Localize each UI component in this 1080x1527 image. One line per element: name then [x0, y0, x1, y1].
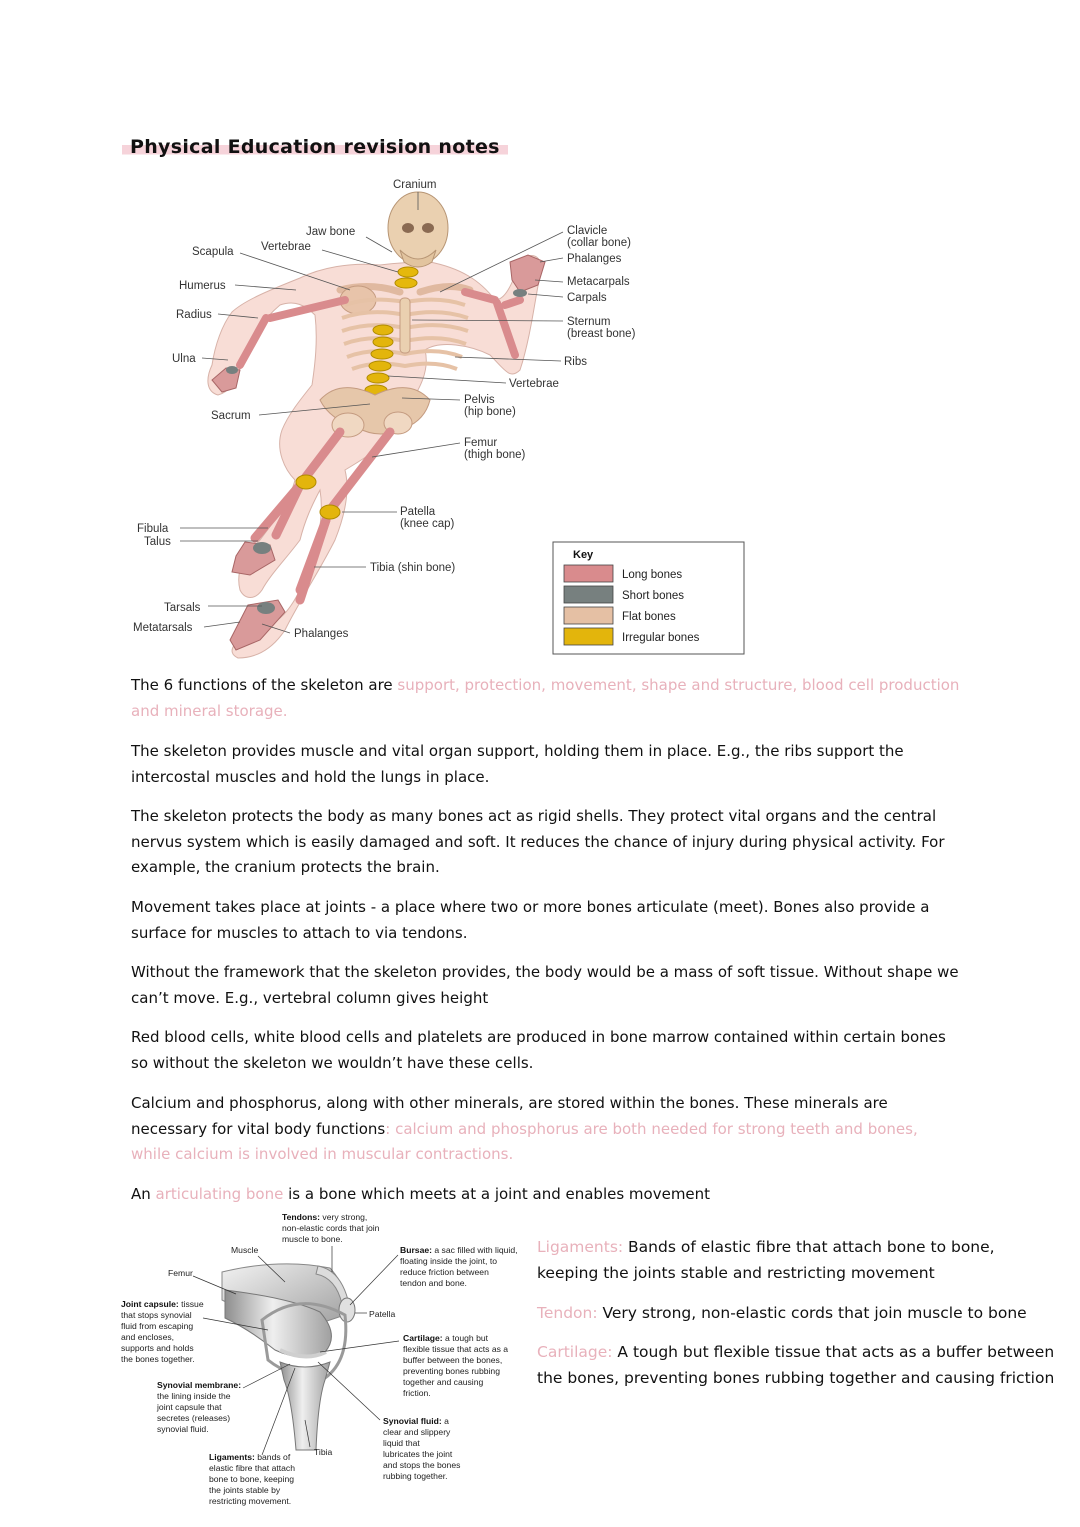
label-sternum-sub: (breast bone) — [567, 328, 636, 340]
label-talus: Talus — [144, 536, 171, 548]
knee-fluid-line1: Synovial fluid: a — [383, 1416, 449, 1426]
paragraph-shape: Without the framework that the skeleton provides, the body would be a mass of soft tissue. Without shape we can’t move. E.g., vertebral column gives height — [131, 963, 959, 1007]
label-phalanges-foot: Phalanges — [294, 628, 349, 640]
knee-membrane-line4: secretes (releases) — [157, 1413, 231, 1423]
key-swatch-flat — [564, 607, 613, 624]
knee-ligaments-line2: elastic fibre that attach — [209, 1463, 295, 1473]
key-swatch-short — [564, 586, 613, 603]
key-label-irregular: Irregular bones — [622, 632, 700, 644]
definition-ligaments — [537, 1234, 1057, 1286]
definition-cartilage-text: A tough but flexible tissue that acts as a buffer between the bones, preventing bones rubbing together and causing friction — [537, 1343, 1055, 1387]
knee-ligaments-line4: the joints stable by — [209, 1485, 281, 1495]
knee-capsule-line2: that stops synovial — [121, 1310, 192, 1320]
term-articulating-bone: articulating bone — [155, 1185, 284, 1203]
knee-bursae-line3: reduce friction between — [400, 1267, 489, 1277]
label-tibia: Tibia (shin bone) — [370, 562, 456, 574]
knee-diagram — [121, 1212, 518, 1506]
paragraph-functions-intro: The 6 functions of the skeleton are — [131, 676, 398, 694]
knee-bursae-line2: floating inside the joint, to — [400, 1256, 497, 1266]
knee-capsule-line4: and encloses, — [121, 1332, 175, 1342]
label-phalanges-hand: Phalanges — [567, 253, 622, 265]
key-swatch-long — [564, 565, 613, 582]
label-femur: Femur — [464, 437, 498, 449]
label-patella-sub: (knee cap) — [400, 518, 455, 530]
knee-bursae-line1: Bursae: a sac filled with liquid, — [400, 1245, 518, 1255]
label-humerus: Humerus — [179, 280, 226, 292]
definition-cartilage — [537, 1339, 1057, 1391]
definition-tendon — [537, 1300, 1057, 1326]
label-cranium: Cranium — [393, 179, 437, 191]
skeleton-diagram — [133, 179, 744, 658]
label-jaw-bone: Jaw bone — [306, 226, 356, 238]
label-vertebrae-top: Vertebrae — [261, 241, 311, 253]
label-vertebrae-mid: Vertebrae — [509, 378, 559, 390]
label-sternum: Sternum — [567, 316, 611, 328]
key-label-long: Long bones — [622, 569, 683, 581]
knee-fluid-line2: clear and slippery — [383, 1427, 451, 1437]
key-swatch-irregular — [564, 628, 613, 645]
term-cartilage: Cartilage: — [537, 1343, 613, 1361]
knee-cartilage-line6: friction. — [403, 1388, 431, 1398]
knee-cartilage-line4: preventing bones rubbing — [403, 1366, 500, 1376]
label-radius: Radius — [176, 309, 212, 321]
paragraph-support: The skeleton provides muscle and vital organ support, holding them in place. E.g., the ribs support the intercostal muscles and hold the lungs in place. — [131, 742, 904, 786]
paragraph-blood-cells: Red blood cells, white blood cells and platelets are produced in bone marrow contained within certain bones so without the skeleton we wouldn’t have these cells. — [131, 1028, 946, 1072]
knee-cartilage-line5: together and causing — [403, 1377, 484, 1387]
paragraph-minerals-main: Calcium and phosphorus, along with other minerals, are stored within the bones. These minerals are necessary for vital body functions — [131, 1094, 888, 1138]
knee-ligaments-line3: bone to bone, keeping — [209, 1474, 295, 1484]
knee-membrane-line2: the lining inside the — [157, 1391, 231, 1401]
definition-tendon-text: Very strong, non-elastic cords that join muscle to bone — [597, 1304, 1027, 1322]
knee-capsule-line5: supports and holds — [121, 1343, 194, 1353]
label-femur-sub: (thigh bone) — [464, 449, 526, 461]
paragraph-articulating-prefix: An — [131, 1185, 156, 1203]
paragraph-movement: Movement takes place at joints - a place where two or more bones articulate (meet). Bones also provide a surface for muscles to attach to via tendons. — [131, 898, 930, 942]
knee-fluid-line3: liquid that — [383, 1438, 420, 1448]
key-title: Key — [573, 549, 594, 561]
label-ulna: Ulna — [172, 353, 196, 365]
term-ligaments: Ligaments: — [537, 1238, 624, 1256]
knee-capsule-line1: Joint capsule: tissue — [121, 1299, 204, 1309]
knee-cartilage-line3: buffer between the bones, — [403, 1355, 503, 1365]
label-clavicle: Clavicle — [567, 225, 608, 237]
paragraph-minerals — [131, 1091, 961, 1168]
key-label-flat: Flat bones — [622, 611, 676, 623]
paragraph-articulating — [131, 1182, 961, 1208]
label-fibula: Fibula — [137, 523, 169, 535]
term-tendon: Tendon: — [537, 1304, 598, 1322]
knee-fluid-line4: lubricates the joint — [383, 1449, 453, 1459]
paragraph-functions — [131, 673, 961, 724]
knee-ligaments-line5: restricting movement. — [209, 1496, 292, 1506]
knee-femur: Femur — [168, 1268, 193, 1278]
patella-right — [320, 505, 340, 519]
definition-ligaments-text: Bands of elastic fibre that attach bone to bone, keeping the joints stable and restricting movement — [537, 1238, 995, 1282]
knee-fluid-line5: and stops the bones — [383, 1460, 461, 1470]
knee-tibia: Tibia — [314, 1447, 333, 1457]
label-clavicle-sub: (collar bone) — [567, 237, 631, 249]
paragraph-articulating-suffix: is a bone which meets at a joint and enables movement — [283, 1185, 711, 1203]
label-metacarpals: Metacarpals — [567, 276, 630, 288]
knee-membrane-line3: joint capsule that — [157, 1402, 222, 1412]
knee-capsule-line3: fluid from escaping — [121, 1321, 194, 1331]
label-carpals: Carpals — [567, 292, 607, 304]
knee-ligaments-line1: Ligaments: bands of — [209, 1452, 291, 1462]
patella-left — [296, 475, 316, 489]
knee-tendons-line3: muscle to bone. — [282, 1234, 343, 1244]
knee-membrane-line1: Synovial membrane: — [157, 1380, 242, 1390]
label-patella: Patella — [400, 506, 436, 518]
label-ribs: Ribs — [564, 356, 588, 368]
knee-patella: Patella — [369, 1309, 396, 1319]
knee-cartilage-line2: flexible tissue that acts as a — [403, 1344, 509, 1354]
label-sacrum: Sacrum — [211, 410, 251, 422]
key-label-short: Short bones — [622, 590, 685, 602]
knee-tendons-line2: non-elastic cords that join — [282, 1223, 380, 1233]
label-metatarsals: Metatarsals — [133, 622, 193, 634]
label-tarsals: Tarsals — [164, 602, 201, 614]
knee-muscle: Muscle — [231, 1245, 259, 1255]
page-title: Physical Education revision notes — [122, 134, 508, 158]
paragraph-protection: The skeleton protects the body as many bones act as rigid shells. They protect vital organs and the central nervus system which is easily damaged and soft. It reduces the chance of injury during physical activity. For example, the cranium protects the brain. — [131, 807, 945, 876]
paragraph-minerals-detail: : calcium and phosphorus are both needed for strong teeth and bones, while calcium is involved in muscular contractions. — [131, 1119, 918, 1163]
knee-cartilage-line1: Cartilage: a tough but — [403, 1333, 489, 1343]
label-pelvis: Pelvis — [464, 394, 495, 406]
paragraph-functions-list: support, protection, movement, shape and structure, blood cell production and mineral storage. — [131, 676, 960, 720]
label-pelvis-sub: (hip bone) — [464, 406, 516, 418]
knee-capsule-line6: the bones together. — [121, 1354, 195, 1364]
knee-fluid-line6: rubbing together. — [383, 1471, 448, 1481]
label-scapula: Scapula — [192, 246, 234, 258]
key-box — [553, 542, 744, 654]
knee-tendons-line1: Tendons: very strong, — [282, 1212, 368, 1222]
knee-membrane-line5: synovial fluid. — [157, 1424, 209, 1434]
knee-bursae-line4: tendon and bone. — [400, 1278, 467, 1288]
